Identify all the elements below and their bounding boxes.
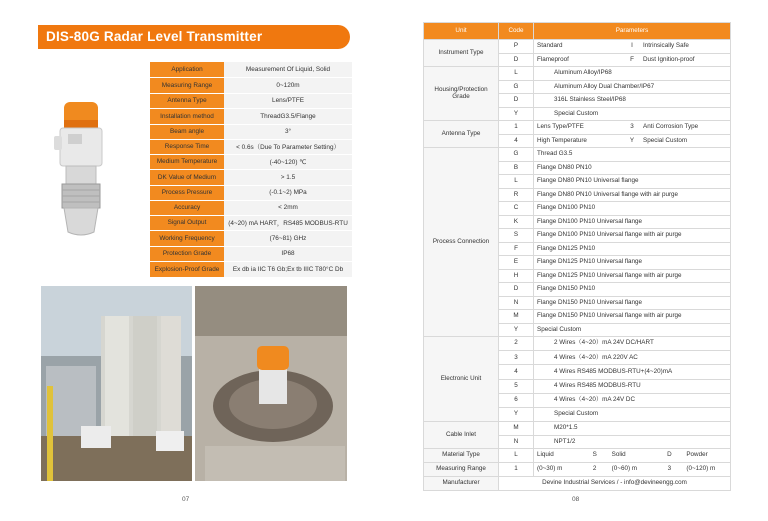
code-cell: 1 [499, 463, 534, 477]
spec-value: (-40~120) ℃ [224, 154, 352, 170]
param-desc: Aluminum Alloy Dual Chamber/IP67 [534, 80, 731, 94]
code-cell: L [499, 67, 534, 81]
unit-cell: Process Connection [424, 148, 499, 337]
param-desc: Special Custom [534, 107, 731, 121]
code-cell: G [499, 80, 534, 94]
unit-cell: Material Type [424, 449, 499, 463]
param-desc-primary: Standard [537, 42, 563, 50]
code-cell: 1 [499, 121, 534, 135]
code-cell: Y [499, 107, 534, 121]
manufacturer-value: Devine Industrial Services / - info@devineengg.com [499, 477, 731, 491]
param-option: D [667, 451, 672, 459]
code-cell: C [499, 202, 534, 216]
spec-label: Explosion-Proof Grade [150, 262, 224, 278]
code-cell: 5 [499, 379, 534, 393]
installation-photo [195, 286, 347, 481]
param-option: (0~60) m [611, 465, 638, 473]
param-code-secondary: F [630, 55, 634, 63]
spec-value: Ex db ia IIC T6 Gb;Ex tb IIIC T80°C Db [224, 262, 352, 278]
header-unit: Unit [424, 23, 499, 40]
code-cell: 3 [499, 351, 534, 365]
code-cell: B [499, 161, 534, 175]
spec-label: Application [150, 62, 224, 78]
spec-value: 3° [224, 124, 352, 139]
param-row [424, 422, 731, 436]
spec-label: Signal Output [150, 215, 224, 231]
param-desc: Flange DN80 PN10 [534, 161, 731, 175]
param-desc: Flange DN125 PN10 Universal flange [534, 256, 731, 270]
param-desc: 4 Wires（4~20）mA 24V DC [534, 393, 731, 407]
unit-cell: Antenna Type [424, 121, 499, 148]
param-row [424, 148, 731, 162]
code-cell: P [499, 40, 534, 54]
unit-cell: Housing/Protection Grade [424, 67, 499, 121]
code-cell: L [499, 449, 534, 463]
code-cell: G [499, 148, 534, 162]
header-parameters: Parameters [534, 23, 731, 40]
spec-row [150, 62, 352, 78]
product-title: DIS-80G Radar Level Transmitter [38, 25, 350, 49]
param-desc [534, 463, 731, 477]
spec-label: Response Time [150, 139, 224, 154]
spec-value: ThreadG3.5/Flange [224, 109, 352, 125]
param-desc: Special Custom [534, 323, 731, 337]
code-cell: L [499, 175, 534, 189]
spec-row [150, 124, 352, 139]
param-desc: 316L Stainless Steel/IP68 [534, 94, 731, 108]
spec-label: Protection Grade [150, 246, 224, 262]
param-desc: Aluminum Alloy/IP68 [534, 67, 731, 81]
code-cell: Y [499, 407, 534, 421]
param-desc: Flange DN150 PN10 Universal flange [534, 296, 731, 310]
param-desc [534, 134, 731, 148]
spec-label: Process Pressure [150, 185, 224, 200]
spec-row [150, 139, 352, 154]
code-cell: E [499, 256, 534, 270]
spec-label: Beam angle [150, 124, 224, 139]
param-code-secondary: Y [629, 136, 635, 144]
code-cell: S [499, 229, 534, 243]
param-desc: Thread G3.5 [534, 148, 731, 162]
code-cell: D [499, 94, 534, 108]
code-cell: N [499, 296, 534, 310]
param-desc-secondary: Dust Ignition-proof [643, 55, 695, 63]
code-cell: 4 [499, 365, 534, 379]
param-desc-primary: Flameproof [537, 55, 569, 63]
param-desc: Special Custom [534, 407, 731, 421]
param-row [424, 337, 731, 351]
param-desc [534, 40, 731, 54]
param-desc-secondary: Anti Corrosion Type [643, 123, 699, 131]
code-cell: F [499, 242, 534, 256]
spec-row [150, 215, 352, 231]
spec-row [150, 170, 352, 186]
param-row [424, 449, 731, 463]
param-desc-primary: Lens Type/PTFE [537, 123, 584, 131]
spec-row [150, 154, 352, 170]
spec-row [150, 231, 352, 247]
code-cell: K [499, 215, 534, 229]
param-desc: Flange DN150 PN10 Universal flange with air purge [534, 310, 731, 324]
code-cell: 4 [499, 134, 534, 148]
param-desc: Flange DN125 PN10 Universal flange with air purge [534, 269, 731, 283]
spec-row [150, 246, 352, 262]
spec-value: Measurement Of Liquid, Solid [224, 62, 352, 78]
param-desc: Flange DN150 PN10 [534, 283, 731, 297]
param-desc: Flange DN80 PN10 Universal flange [534, 175, 731, 189]
param-desc [534, 53, 731, 67]
silo-site-photo [41, 286, 192, 481]
param-option: (0~120) m [686, 465, 716, 473]
param-option: Solid [611, 451, 626, 459]
param-desc: NPT1/2 [534, 435, 731, 449]
code-cell: D [499, 53, 534, 67]
param-desc: Flange DN80 PN10 Universal flange with air purge [534, 188, 731, 202]
spec-value: < 0.6s（Due To Parameter Setting） [224, 139, 352, 154]
page-number: 07 [182, 496, 190, 503]
spec-row [150, 185, 352, 200]
code-cell: M [499, 422, 534, 436]
spec-row [150, 93, 352, 109]
code-cell: D [499, 283, 534, 297]
spec-value: 0~120m [224, 78, 352, 94]
right-page [384, 0, 768, 521]
spec-row [150, 200, 352, 215]
spec-label: DK Value of Medium [150, 170, 224, 186]
code-cell: 6 [499, 393, 534, 407]
spec-label: Antenna Type [150, 93, 224, 109]
param-desc: 4 Wires（4~20）mA 220V AC [534, 351, 731, 365]
unit-cell: Cable Inlet [424, 422, 499, 449]
param-desc [534, 449, 731, 463]
spec-value: < 2mm [224, 200, 352, 215]
param-code-secondary: I [631, 42, 633, 50]
code-cell: H [499, 269, 534, 283]
param-desc: M20*1.5 [534, 422, 731, 436]
param-desc-primary: High Temperature [537, 136, 587, 144]
spec-value: (76~81) GHz [224, 231, 352, 247]
param-row [424, 67, 731, 81]
unit-cell: Electronic Unit [424, 337, 499, 422]
spec-label: Medium Temperature [150, 154, 224, 170]
param-desc: Flange DN125 PN10 [534, 242, 731, 256]
header-code: Code [499, 23, 534, 40]
param-option: (0~30) m [537, 465, 563, 473]
param-row [424, 40, 731, 54]
model-selection-table [423, 22, 731, 491]
param-row [424, 121, 731, 135]
page-number: 08 [572, 496, 580, 503]
param-option: Liquid [537, 451, 554, 459]
spec-label: Accuracy [150, 200, 224, 215]
spec-table [150, 62, 352, 278]
spec-row [150, 109, 352, 125]
unit-cell: Measuring Range [424, 463, 499, 477]
spec-value: IP68 [224, 246, 352, 262]
spec-row [150, 78, 352, 94]
param-desc: Flange DN100 PN10 [534, 202, 731, 216]
param-desc: 4 Wires RS485 MODBUS-RTU [534, 379, 731, 393]
spec-value: > 1.5 [224, 170, 352, 186]
spec-row [150, 262, 352, 278]
param-option: Powder [686, 451, 708, 459]
param-option: S [592, 451, 597, 459]
spec-value: Lens/PTFE [224, 93, 352, 109]
param-option: 2 [592, 465, 597, 473]
transmitter-product-image [50, 100, 112, 240]
code-cell: M [499, 310, 534, 324]
param-desc: 2 Wires（4~20）mA 24V DC/HART [534, 337, 731, 351]
param-desc: Flange DN100 PN10 Universal flange with air purge [534, 229, 731, 243]
param-desc-secondary: Special Custom [643, 136, 688, 144]
code-cell: N [499, 435, 534, 449]
param-code-secondary: 3 [630, 123, 634, 131]
unit-cell: Instrument Type [424, 40, 499, 67]
param-desc [534, 121, 731, 135]
code-cell: Y [499, 323, 534, 337]
spec-label: Installation method [150, 109, 224, 125]
code-cell: R [499, 188, 534, 202]
spec-value: (-0.1~2) MPa [224, 185, 352, 200]
param-desc: 4 Wires RS485 MODBUS-RTU+(4~20)mA [534, 365, 731, 379]
spec-label: Measuring Range [150, 78, 224, 94]
spec-label: Working Frequency [150, 231, 224, 247]
spec-value: (4~20) mA HART，RS485 MODBUS-RTU [224, 215, 352, 231]
param-option: 3 [667, 465, 672, 473]
manufacturer-row [424, 477, 731, 491]
param-desc: Flange DN100 PN10 Universal flange [534, 215, 731, 229]
param-row [424, 463, 731, 477]
unit-cell: Manufacturer [424, 477, 499, 491]
code-cell: 2 [499, 337, 534, 351]
param-desc-secondary: Intrinsically Safe [643, 42, 689, 50]
